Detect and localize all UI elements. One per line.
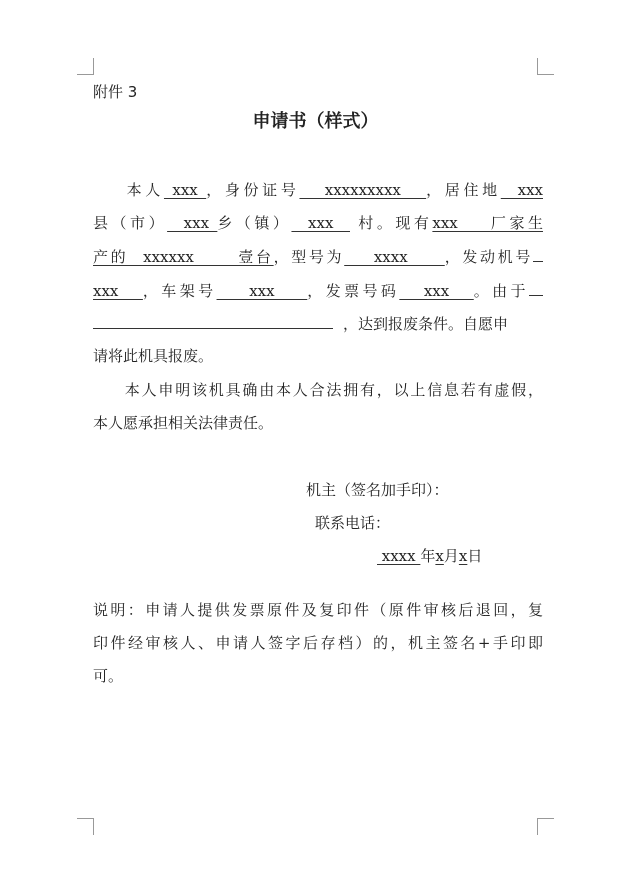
body-text: ，发票号码 [307,282,400,300]
frame-number-field: xxx [216,282,308,300]
body-text: ，居住地 [426,181,501,199]
document-title: 申请书（样式） [252,111,379,132]
body-text: ，车架号 [142,282,217,300]
page-corner-mark [537,818,554,835]
body-text: 。由于 [473,282,529,300]
body-line-7 [93,380,543,400]
phone-label: 联系电话： [315,514,391,532]
name-field: xxx [163,181,207,199]
body-text: ，发动机号 [444,248,533,266]
body-line-3 [93,246,543,267]
township-field: xxx [291,214,350,232]
page-corner-mark [77,58,94,75]
day-field: x [458,547,468,565]
note-line-2: 印件经审核人、申请人签字后存档）的，机主签名+手印即 [93,634,543,652]
body-text: ，型号为 [273,248,345,266]
body-line-1 [93,180,543,200]
body-text: 乡（镇） [217,214,292,232]
owner-signature-label: 机主（签名加手印）： [306,481,449,499]
engine-number-field: xxx [93,282,143,300]
note-line-3: 可。 [93,667,124,685]
body-line-2 [93,213,543,233]
date-line [377,546,547,566]
body-text: ，达到报废条件。自愿申 [343,315,509,333]
reason-blank [93,313,333,329]
body-text: ，身份证号 [206,181,300,199]
body-line-4 [93,280,543,301]
engine-number-blank [533,246,543,262]
note-line-1: 说明：申请人提供发票原件及复印件（原件审核后退回，复 [93,601,543,619]
manufacturer-field: xxx 厂家生 [432,214,543,232]
page-corner-mark [77,818,94,835]
attachment-label: 附件 3 [93,83,138,101]
county-field: xxx [167,214,218,232]
product-field: 产的 xxxxxx 壹台 [93,248,274,266]
id-number-field: xxxxxxxxx [299,181,427,199]
month-field: x [435,547,444,565]
year-label: 年 [420,547,436,565]
residence-field: xxx [500,181,543,199]
page-corner-mark [537,58,554,75]
body-text: 本人 [123,181,164,199]
day-label: 日 [467,547,483,565]
body-text: 县（市） [93,214,168,232]
invoice-number-field: xxx [399,282,474,300]
body-line-5 [93,313,543,334]
body-line-8: 本人愿承担相关法律责任。 [93,414,274,432]
body-line-6: 请将此机具报废。 [93,347,214,365]
body-text: 本人申明该机具确由本人合法拥有，以上信息若有虚假， [123,381,543,399]
year-field: xxxx [377,547,421,565]
reason-blank [529,280,543,296]
body-text: 村。现有 [350,214,433,232]
model-field: xxxx [344,248,445,266]
month-label: 月 [443,547,459,565]
